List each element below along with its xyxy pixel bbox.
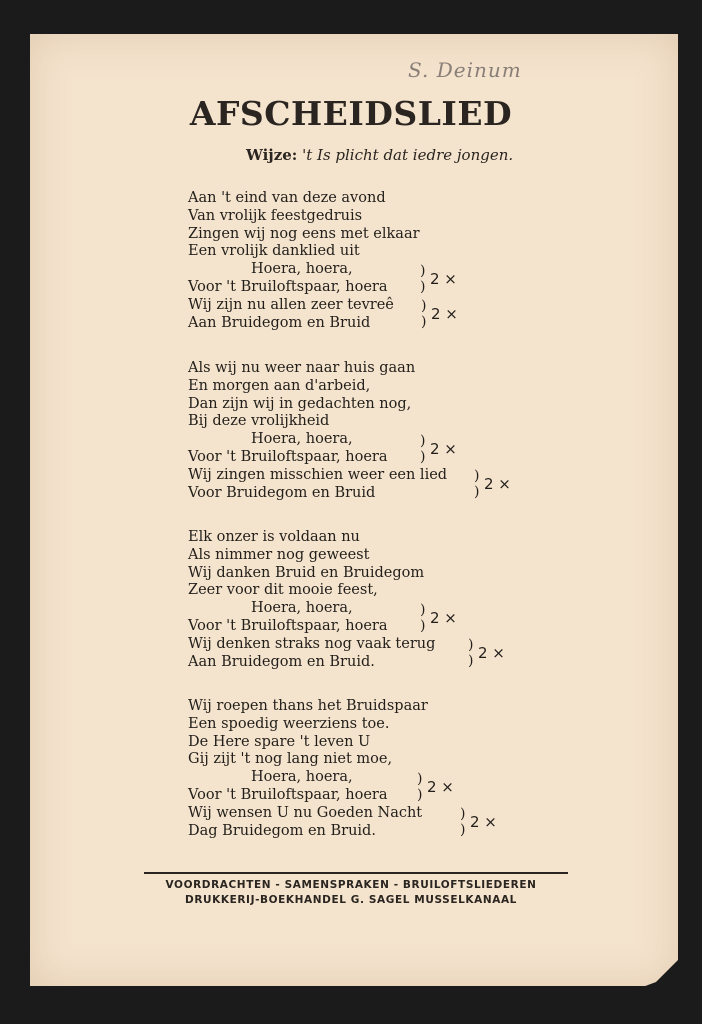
verse-line: Hoera, hoera, xyxy=(251,600,353,617)
tune-name: 't Is plicht dat iedre jongen. xyxy=(302,146,514,164)
repeat-mark: 2 × xyxy=(484,475,511,493)
repeat-mark: 2 × xyxy=(430,609,457,627)
verse-line: Wij roepen thans het Bruidspaar xyxy=(188,698,428,714)
verse-line: Als wij nu weer naar huis gaan xyxy=(188,360,416,376)
tune-line xyxy=(246,146,513,164)
repeat-bracket: ) xyxy=(468,653,474,669)
verse-3 xyxy=(188,529,548,671)
repeat-mark: 2 × xyxy=(470,813,497,831)
verse-1 xyxy=(188,190,548,332)
verse-line: Wij wensen U nu Goeden Nacht xyxy=(188,804,423,821)
repeat-bracket: ) xyxy=(420,602,426,618)
verse-line: Wij zijn nu allen zeer tevreê xyxy=(188,296,394,313)
repeat-mark: 2 × xyxy=(430,270,457,288)
repeat-mark: 2 × xyxy=(478,644,505,662)
repeat-bracket: ) xyxy=(417,771,423,787)
verse-line: Hoera, hoera, xyxy=(251,431,353,448)
footer-line-2: DRUKKERIJ-BOEKHANDEL G. SAGEL MUSSELKANAAL xyxy=(185,894,517,906)
tune-label: Wijze: xyxy=(246,146,298,164)
paper-sheet xyxy=(30,34,678,986)
handwritten-signature: S. Deinum xyxy=(408,58,522,82)
repeat-bracket: ) xyxy=(421,314,427,330)
verse-line: Als nimmer nog geweest xyxy=(188,546,370,563)
repeat-bracket: ) xyxy=(420,263,426,279)
footer-divider xyxy=(144,872,568,874)
verse-line: Hoera, hoera, xyxy=(251,769,353,786)
repeat-bracket: ) xyxy=(420,449,426,465)
verse-line: Een spoedig weerziens toe. xyxy=(188,715,390,732)
repeat-bracket: ) xyxy=(420,279,426,295)
verse-line: Dan zijn wij in gedachten nog, xyxy=(188,395,412,412)
repeat-bracket: ) xyxy=(421,298,427,314)
footer-line-1: VOORDRACHTEN - SAMENSPRAKEN - BRUILOFTSLIEDEREN xyxy=(165,879,537,891)
repeat-mark: 2 × xyxy=(430,440,457,458)
verse-line: Dag Bruidegom en Bruid. xyxy=(188,822,376,839)
verse-line: Een vrolijk danklied uit xyxy=(188,243,360,260)
verse-line: Voor Bruidegom en Bruid xyxy=(188,484,376,501)
verse-line: De Here spare 't leven U xyxy=(188,733,371,750)
verse-line: Voor 't Bruiloftspaar, hoera xyxy=(188,278,388,295)
verse-line: Voor 't Bruiloftspaar, hoera xyxy=(188,786,388,803)
verse-line: Wij danken Bruid en Bruidegom xyxy=(188,564,425,581)
verse-line: Gij zijt 't nog lang niet moe, xyxy=(188,751,393,768)
verse-line: Aan 't eind van deze avond xyxy=(188,190,386,206)
verse-line: Elk onzer is voldaan nu xyxy=(188,529,360,545)
repeat-bracket: ) xyxy=(460,822,466,838)
repeat-bracket: ) xyxy=(468,637,474,653)
repeat-mark: 2 × xyxy=(431,305,458,323)
verse-line: En morgen aan d'arbeid, xyxy=(188,377,371,394)
verse-2 xyxy=(188,360,548,502)
repeat-bracket: ) xyxy=(474,484,480,500)
repeat-bracket: ) xyxy=(420,433,426,449)
repeat-bracket: ) xyxy=(460,806,466,822)
verse-line: Voor 't Bruiloftspaar, hoera xyxy=(188,448,388,465)
verse-line: Aan Bruidegom en Bruid. xyxy=(188,653,375,670)
verse-4 xyxy=(188,698,548,840)
repeat-bracket: ) xyxy=(420,618,426,634)
verse-line: Van vrolijk feestgedruis xyxy=(188,207,363,224)
repeat-bracket: ) xyxy=(417,787,423,803)
verse-line: Wij zingen misschien weer een lied xyxy=(188,466,448,483)
repeat-bracket: ) xyxy=(474,468,480,484)
verse-line: Wij denken straks nog vaak terug xyxy=(188,635,436,652)
verse-line: Voor 't Bruiloftspaar, hoera xyxy=(188,617,388,634)
verse-line: Zeer voor dit mooie feest, xyxy=(188,582,378,599)
verse-line: Aan Bruidegom en Bruid xyxy=(188,314,371,331)
song-title: AFSCHEIDSLIED xyxy=(189,94,513,133)
verse-line: Zingen wij nog eens met elkaar xyxy=(188,225,420,242)
repeat-mark: 2 × xyxy=(427,778,454,796)
verse-line: Bij deze vrolijkheid xyxy=(188,413,330,430)
verse-line: Hoera, hoera, xyxy=(251,261,353,278)
